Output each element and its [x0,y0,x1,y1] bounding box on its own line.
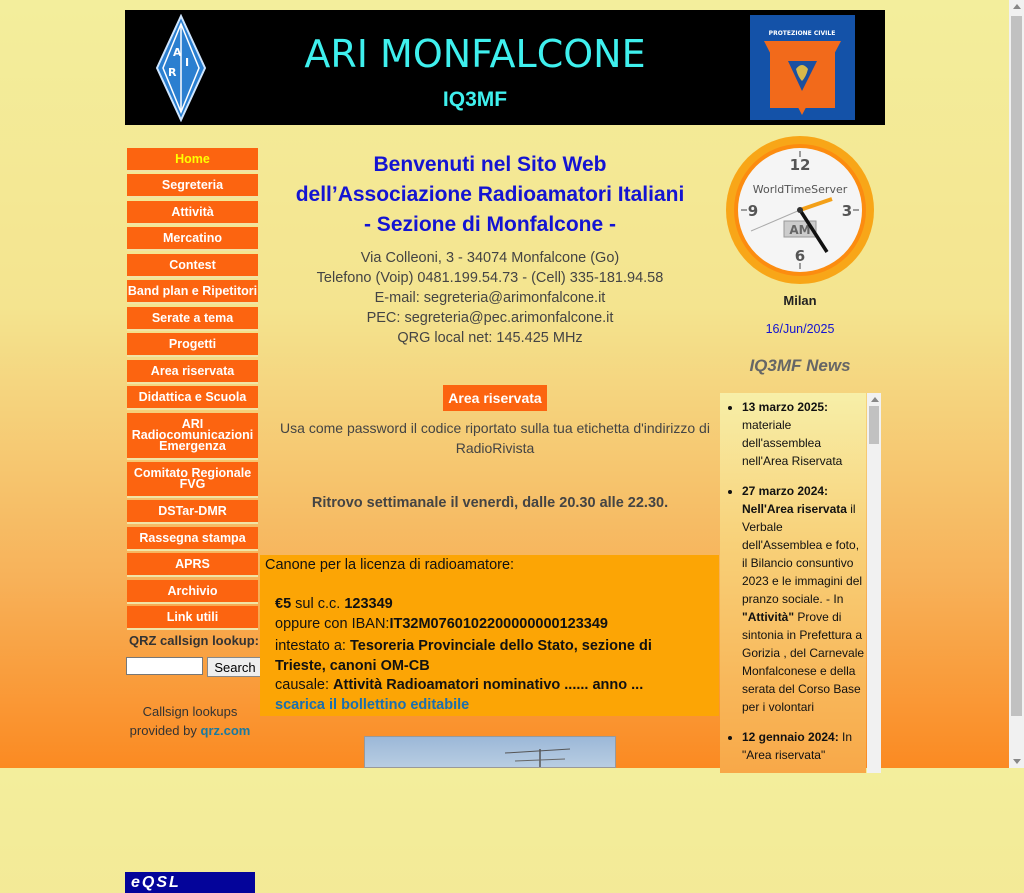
canone-cc-prefix: sul c.c. [295,596,341,612]
news-bold: "Attività" [742,610,795,624]
scroll-down-icon[interactable] [1013,759,1021,764]
clock-date: 16/Jun/2025 [765,322,835,336]
bollettino-link[interactable]: scarica il bollettino editabile [275,697,470,713]
eqsl-banner[interactable]: eQSL [125,872,255,893]
contact-info [260,248,720,348]
canone-amount-line [275,596,393,612]
page-scroll-thumb[interactable] [1011,16,1022,716]
svg-text:I: I [185,56,190,69]
nav-archivio[interactable]: Archivio [127,580,258,604]
news-text: In "Area riservata" [742,730,853,762]
area-note: Usa come password il codice riportato sulla tua etichetta d'indirizzo di RadioRivista [280,420,710,456]
svg-text:PROTEZIONE CIVILE: PROTEZIONE CIVILE [768,30,836,37]
antenna-image-icon [365,737,616,768]
canone-causale: Attività Radioamatori nominativo ...... anno ... [333,677,644,693]
canone-intestato-line [275,636,705,676]
clock-numeral-6: 6 [794,247,806,265]
header [125,10,885,125]
svg-text:R: R [168,66,177,79]
nav-rassegna[interactable]: Rassegna stampa [127,527,258,551]
qrz-note [125,702,255,740]
page-scrollbar[interactable] [1009,0,1024,768]
welcome-line-1: Benvenuti nel Sito Web [373,153,607,176]
pec[interactable]: PEC: segreteria@pec.arimonfalcone.it [366,310,614,326]
qrg: QRG local net: 145.425 MHz [397,330,583,346]
nav-attivita[interactable]: Attività [127,201,258,225]
welcome-line-2: dell’Associazione Radioamatori Italiani [295,183,685,206]
news-bold: Nell'Area riservata [742,502,847,516]
canone-cc: 123349 [344,596,393,612]
canone-amount: €5 [275,596,292,612]
news-panel[interactable] [720,393,866,773]
clock-city: Milan [783,293,817,308]
scroll-up-icon[interactable] [871,397,879,402]
site-title: ARI MONFALCONE [304,32,646,76]
nav-progetti[interactable]: Progetti [127,333,258,357]
news-title: IQ3MF News [749,356,851,375]
clock-numeral-3: 3 [841,202,853,220]
news-text: Prove di sintonia in Prefettura a Gorizia , del Carnevale Monfalconese e della serata del Corso Base per i volontari [742,610,865,714]
canone-iban-line [275,616,608,632]
nav-mercatino[interactable]: Mercatino [127,227,258,251]
canone-iban-prefix: oppure con IBAN: [275,616,390,632]
scroll-up-icon[interactable] [1013,4,1021,9]
qrz-search-button[interactable]: Search [207,657,263,677]
qrz-search-input[interactable] [126,657,203,675]
news-date: 12 gennaio 2024: [742,730,839,744]
nav-area-riservata[interactable]: Area riservata [127,360,258,384]
nav-home[interactable]: Home [127,148,258,172]
page [125,10,885,891]
nav-comitato[interactable]: Comitato Regionale FVG [127,462,258,498]
news-scrollbar[interactable] [867,393,881,773]
email[interactable]: E-mail: segreteria@arimonfalcone.it [374,290,606,306]
news-item [742,398,866,470]
canone-title: Canone per la licenza di radioamatore: [265,557,515,573]
news-item [742,482,866,716]
svg-text:A: A [173,46,182,59]
nav-didattica[interactable]: Didattica e Scuola [127,386,258,410]
antenna-photo [364,736,616,768]
canone-intestato: Tesoreria Provinciale dello Stato, sezione di Trieste, canoni OM-CB [275,638,652,674]
clock-numeral-9: 9 [747,202,759,220]
site-subtitle: IQ3MF [442,88,508,111]
welcome-line-3: - Sezione di Monfalcone - [363,213,616,236]
news-text: il Verbale dell'Assemblea e foto, il Bilancio consuntivo 2023 e le immagini del pranzo sociale. - In [742,502,863,606]
address: Via Colleoni, 3 - 34074 Monfalcone (Go) [360,250,620,266]
protezione-civile-logo-icon[interactable] [750,15,855,120]
clock-brand: WorldTimeServer [752,183,848,196]
canone-iban: IT32M0760102200000000123349 [389,616,608,632]
welcome-heading [260,150,720,240]
nav-link-utili[interactable]: Link utili [127,606,258,630]
nav-serate[interactable]: Serate a tema [127,307,258,331]
phone: Telefono (Voip) 0481.199.54.73 - (Cell) 335-181.94.58 [316,270,664,286]
nav-ari-re[interactable]: ARI Radiocomunicazioni Emergenza [127,413,258,460]
canone-box [260,555,719,716]
qrz-note-text: Callsign lookups provided by [129,704,238,738]
news-item [742,728,866,764]
nav-contest[interactable]: Contest [127,254,258,278]
news-date: 13 marzo 2025: [742,400,829,414]
news-scroll-thumb[interactable] [869,406,879,444]
clock-numeral-12: 12 [789,156,811,174]
canone-causale-prefix: causale: [275,677,330,693]
clock-ampm: AM [789,223,811,237]
news-text: materiale dell'assemblea nell'Area Riservata [742,418,843,468]
ritrovo-text: Ritrovo settimanale il venerdì, dalle 20.30 alle 22.30. [311,495,669,511]
ari-logo-icon[interactable] [155,14,207,122]
world-clock[interactable] [725,135,875,285]
qrz-link[interactable]: qrz.com [200,723,251,738]
qrz-label: QRZ callsign lookup: [129,633,260,648]
canone-link-line [275,697,469,713]
nav-dstar[interactable]: DSTar-DMR [127,500,258,524]
area-riservata-button[interactable]: Area riservata [443,385,547,411]
nav-segreteria[interactable]: Segreteria [127,174,258,198]
nav-band-plan[interactable]: Band plan e Ripetitori [127,280,258,304]
canone-intestato-prefix: intestato a: [275,638,346,654]
news-date: 27 marzo 2024: [742,484,829,498]
nav-aprs[interactable]: APRS [127,553,258,577]
canone-causale-line [275,677,643,693]
